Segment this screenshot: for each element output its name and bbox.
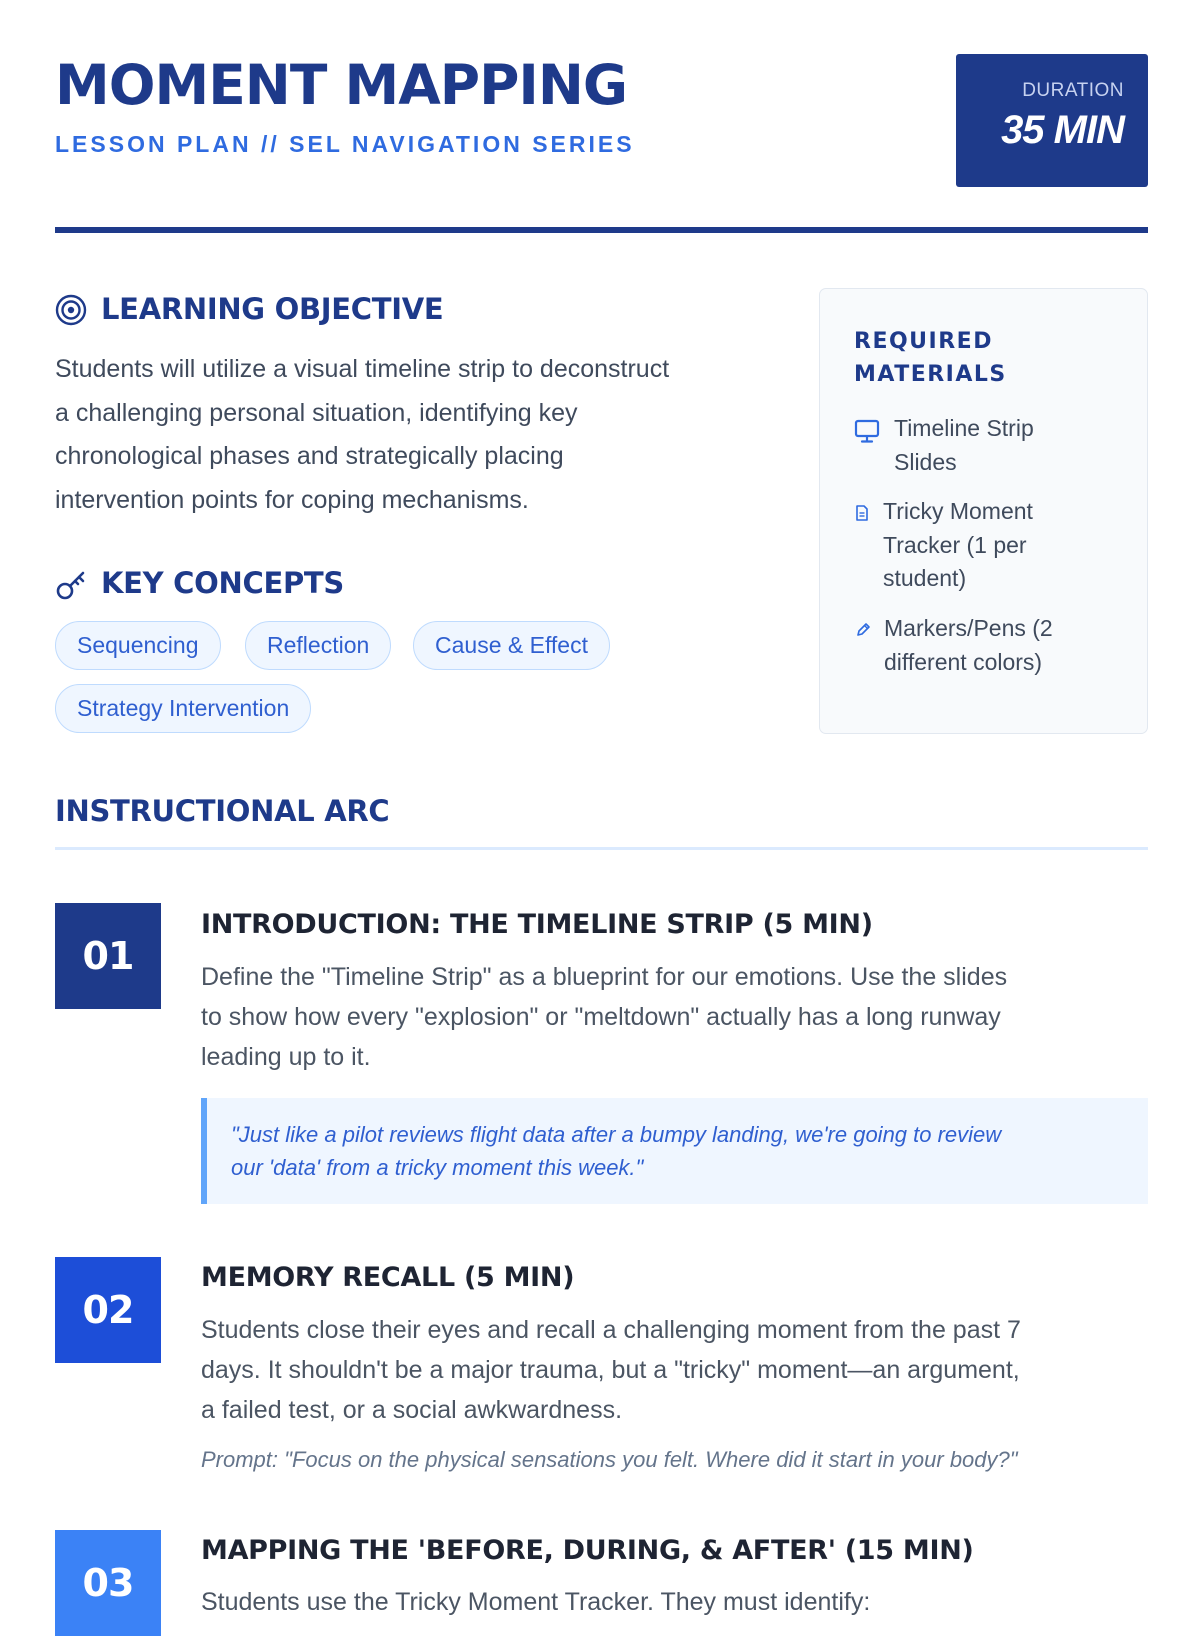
material-label (894, 412, 1034, 479)
material-label (883, 495, 1033, 596)
step-prompt: Prompt: "Focus on the physical sensations you felt. Where did it start in your body?" (201, 1447, 1018, 1472)
lesson-header (55, 54, 1148, 234)
step-number-badge: 03 (55, 1530, 161, 1636)
header-divider (55, 227, 1148, 233)
concepts-heading: KEY CONCEPTS (101, 566, 344, 600)
materials-title-line: REQUIRED (854, 329, 993, 354)
concept-chip: Sequencing (55, 621, 221, 670)
step-title: MAPPING THE 'BEFORE, DURING, & AFTER' (15 MIN) (201, 1535, 974, 1566)
document-icon (855, 505, 869, 521)
materials-title-line: MATERIALS (854, 362, 1007, 387)
material-line: Tricky Moment (883, 498, 1033, 524)
material-line: Tracker (1 per (883, 531, 1027, 558)
objective-line: Students will utilize a visual timeline strip to deconstruct (55, 355, 670, 383)
step-desc-line: Students close their eyes and recall a challenging moment from the past 7 (201, 1316, 1021, 1344)
objective-heading: LEARNING OBJECTIVE (101, 292, 444, 326)
page-subtitle: LESSON PLAN // SEL NAVIGATION SERIES (55, 131, 635, 157)
pen-icon (855, 622, 871, 638)
step-description (201, 1310, 1148, 1430)
step-desc-line: to show how every "explosion" or "meltdown" actually has a long runway (201, 1003, 1001, 1031)
key-icon (55, 569, 87, 601)
concept-chip: Cause & Effect (413, 621, 610, 670)
arc-divider (55, 847, 1148, 850)
material-item (854, 412, 1124, 482)
objective-line: intervention points for coping mechanisms. (55, 485, 529, 514)
step-desc-line: a failed test, or a social awkwardness. (201, 1396, 623, 1424)
materials-panel (819, 288, 1148, 734)
material-line: different colors) (884, 648, 1043, 675)
material-line: Markers/Pens (2 (884, 615, 1053, 641)
objective-line: chronological phases and strategically placing (55, 442, 564, 470)
step-number-badge: 01 (55, 903, 161, 1009)
quote-line: "Just like a pilot reviews flight data after a bumpy landing, we're going to review (231, 1122, 1002, 1147)
step-description (201, 1582, 1148, 1622)
target-icon (55, 294, 87, 326)
material-item (854, 495, 1124, 599)
step-desc-line: leading up to it. (201, 1043, 371, 1071)
concept-chip: Reflection (245, 621, 391, 670)
arc-heading: INSTRUCTIONAL ARC (55, 794, 390, 828)
step-desc-line: Define the "Timeline Strip" as a blueprint for our emotions. Use the slides (201, 963, 1008, 991)
step-title: INTRODUCTION: THE TIMELINE STRIP (5 MIN) (201, 909, 873, 940)
monitor-icon (854, 418, 880, 444)
material-label (884, 612, 1053, 679)
material-line: Slides (894, 448, 957, 475)
material-line: student) (883, 565, 967, 591)
step-number-badge: 02 (55, 1257, 161, 1363)
step-description (201, 957, 1148, 1077)
step-title: MEMORY RECALL (5 MIN) (201, 1262, 575, 1293)
teacher-quote (201, 1098, 1148, 1204)
objective-text (55, 348, 775, 522)
step-desc-line: days. It shouldn't be a major trauma, but a "tricky" moment—an argument, (201, 1356, 1020, 1384)
material-line: Timeline Strip (894, 415, 1034, 441)
material-item (854, 612, 1124, 682)
concept-chip: Strategy Intervention (55, 684, 311, 733)
duration-badge (956, 54, 1148, 187)
step-desc-line: Students use the Tricky Moment Tracker. They must identify: (201, 1588, 871, 1616)
page-title: MOMENT MAPPING (55, 53, 628, 117)
objective-line: a challenging personal situation, identifying key (55, 398, 578, 427)
duration-value: 35 MIN (1001, 108, 1124, 152)
materials-title (854, 325, 1054, 391)
duration-label: DURATION (1022, 80, 1124, 101)
quote-line: our 'data' from a tricky moment this week." (231, 1155, 644, 1180)
